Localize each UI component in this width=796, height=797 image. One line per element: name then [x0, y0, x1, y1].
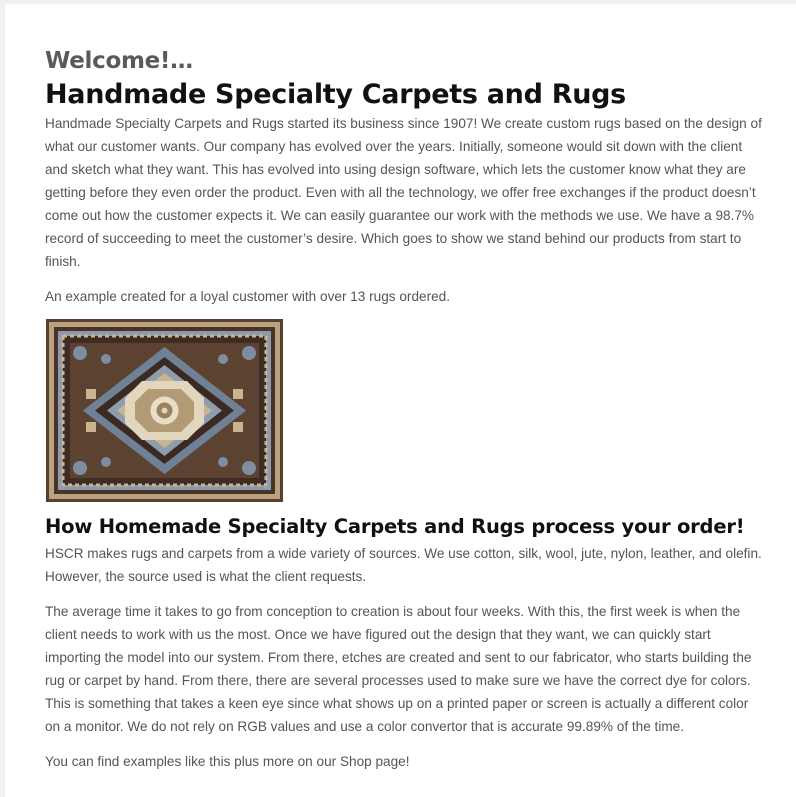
- page: [5, 4, 796, 797]
- example-caption: An example created for a loyal customer with over 13 rugs ordered.: [45, 289, 450, 304]
- process-paragraph-sources: HSCR makes rugs and carpets from a wide variety of sources. We use cotton, silk, wool, jute, nylon, leather, and olefin. However, the source used is what the client requests.: [45, 546, 762, 584]
- intro-paragraph: Handmade Specialty Carpets and Rugs started its business since 1907! We create custom rugs based on the design of what our customer wants. Our company has evolved over the years. Initially, someone would sit down with the client and sketch what they want. This has evolved into using design software, which lets the customer know what they are getting before they even order the product. Even with all the technology, we offer free exchanges if the product doesn’t come out how the customer expects it. We can easily guarantee our work with the methods we use. We have a 98.7% record of succeeding to meet the customer’s desire. Which goes to show we stand behind our products from start to finish.: [45, 116, 762, 269]
- process-paragraph-timeline: The average time it takes to go from conception to creation is about four weeks. With this, the first week is when the client needs to work with us the most. Once we have figured out the design that they want, we can quickly start importing the model into our system. From there, etches are created and sent to our fabricator, who starts building the rug or carpet by hand. From there, there are several processes used to make sure we have the correct dye for colors. This is something that takes a keen eye since what shows up on a printed paper or screen is actually a different color on a monitor. We do not rely on RGB values and use a color convertor that is accurate 99.89% of the time.: [45, 604, 752, 734]
- welcome-heading: Welcome!…: [45, 48, 193, 74]
- main-content: [45, 44, 767, 773]
- page-title: Handmade Specialty Carpets and Rugs: [45, 79, 626, 110]
- shop-link-paragraph: You can find examples like this plus more on our Shop page!: [45, 754, 410, 769]
- process-heading: How Homemade Specialty Carpets and Rugs process your order!: [45, 515, 745, 538]
- rug-image: [46, 319, 283, 502]
